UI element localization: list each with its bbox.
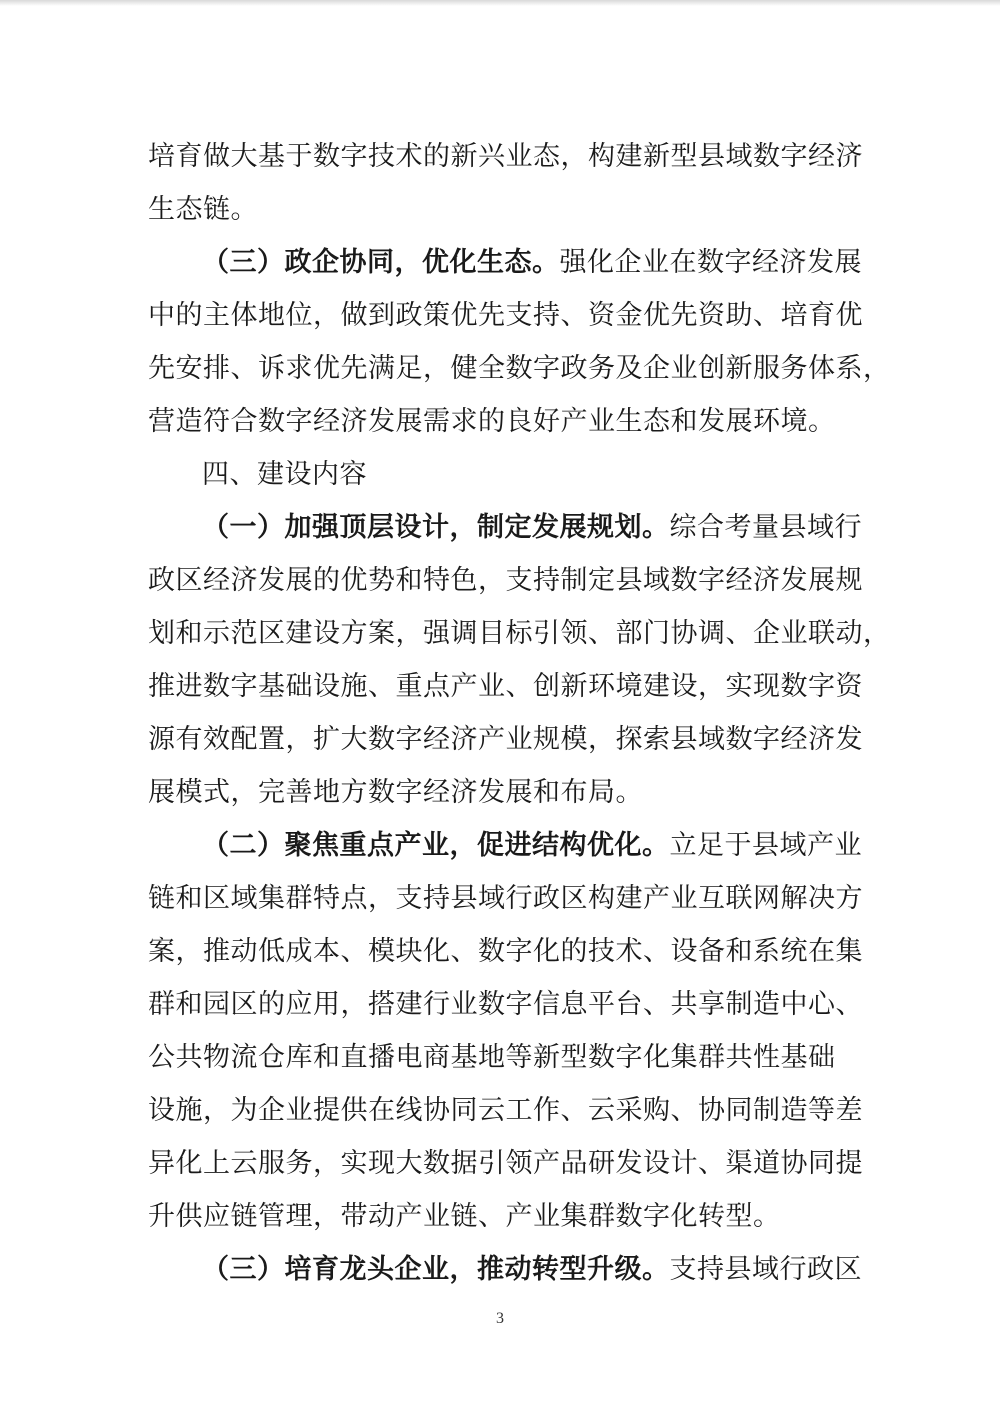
body-text: 综合考量县域行 xyxy=(669,512,862,543)
text-line xyxy=(148,660,863,713)
body-text: 政区经济发展的优势和特色，支持制定县域数字经济发展规 xyxy=(148,565,863,596)
body-text: 划和示范区建设方案，强调目标引领、部门协调、企业联动， xyxy=(148,618,891,649)
heading-text: （三）培育龙头企业，推动转型升级。 xyxy=(202,1254,670,1285)
body-text: 立足于县域产业 xyxy=(669,830,862,861)
text-line xyxy=(148,130,863,183)
text-line xyxy=(148,978,863,1031)
body-text: 生态链。 xyxy=(148,194,258,225)
body-text: 强化企业在数字经济发展 xyxy=(559,247,862,278)
text-line xyxy=(148,448,848,501)
text-line xyxy=(148,872,863,925)
body-text: 源有效配置，扩大数字经济产业规模，探索县域数字经济发 xyxy=(148,724,863,755)
text-line xyxy=(148,342,891,395)
text-line xyxy=(148,1137,863,1190)
text-line xyxy=(148,713,863,766)
body-text: 异化上云服务，实现大数据引领产品研发设计、渠道协同提 xyxy=(148,1148,863,1179)
text-line xyxy=(148,289,863,342)
text-line xyxy=(148,1031,848,1084)
document-body xyxy=(148,130,891,1296)
body-text: 设施，为企业提供在线协同云工作、云采购、协同制造等差 xyxy=(148,1095,863,1126)
heading-text: （三）政企协同，优化生态。 xyxy=(202,247,560,278)
body-text: 支持县域行政区 xyxy=(669,1254,862,1285)
text-line xyxy=(148,1190,848,1243)
body-text: 培育做大基于数字技术的新兴业态，构建新型县域数字经济 xyxy=(148,141,863,172)
body-text: 推进数字基础设施、重点产业、创新环境建设，实现数字资 xyxy=(148,671,863,702)
body-text: 公共物流仓库和直播电商基地等新型数字化集群共性基础 xyxy=(148,1042,836,1073)
page-number: 3 xyxy=(496,1310,504,1327)
text-line xyxy=(148,607,891,660)
text-line xyxy=(148,183,848,236)
body-text: 营造符合数字经济发展需求的良好产业生态和发展环境。 xyxy=(148,406,836,437)
body-text: 群和园区的应用，搭建行业数字信息平台、共享制造中心、 xyxy=(148,989,863,1020)
text-line xyxy=(148,236,862,289)
text-line xyxy=(148,1084,863,1137)
body-text: 先安排、诉求优先满足，健全数字政务及企业创新服务体系， xyxy=(148,353,891,384)
text-line xyxy=(148,501,862,554)
text-line xyxy=(148,395,848,448)
text-line xyxy=(148,925,863,978)
body-text: 中的主体地位，做到政策优先支持、资金优先资助、培育优 xyxy=(148,300,863,331)
text-line xyxy=(148,819,862,872)
body-text: 升供应链管理，带动产业链、产业集群数字化转型。 xyxy=(148,1201,781,1232)
text-line xyxy=(148,554,863,607)
text-line xyxy=(148,766,848,819)
body-text: 链和区域集群特点，支持县域行政区构建产业互联网解决方 xyxy=(148,883,863,914)
scan-top-edge xyxy=(0,0,1000,6)
heading-text: （一）加强顶层设计，制定发展规划。 xyxy=(202,512,670,543)
body-text: 四、建设内容 xyxy=(202,459,367,490)
body-text: 案，推动低成本、模块化、数字化的技术、设备和系统在集 xyxy=(148,936,863,967)
body-text: 展模式，完善地方数字经济发展和布局。 xyxy=(148,777,643,808)
heading-text: （二）聚焦重点产业，促进结构优化。 xyxy=(202,830,670,861)
text-line xyxy=(148,1243,862,1296)
